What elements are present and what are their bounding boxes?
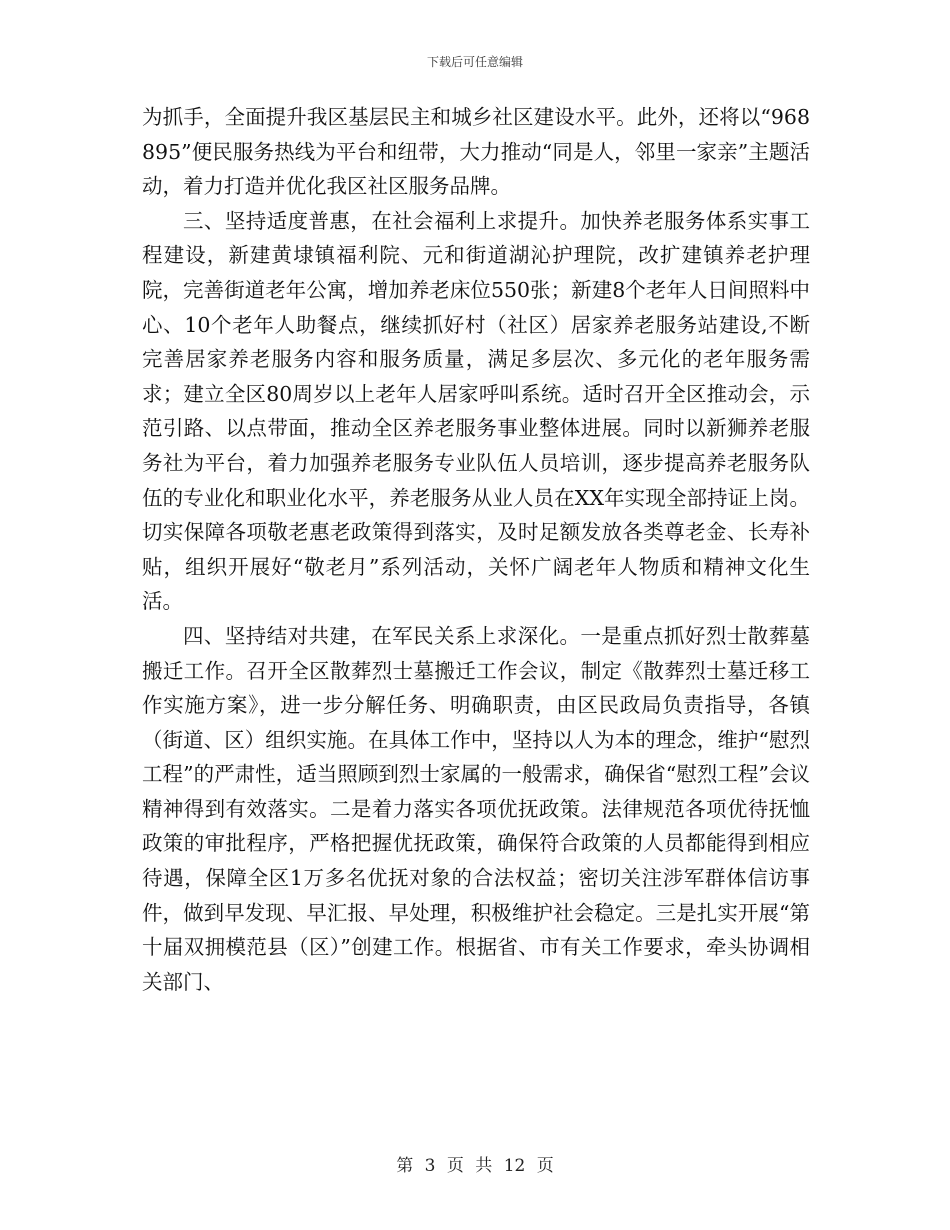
paragraph-continuation: 为抓手，全面提升我区基层民主和城乡社区建设水平。此外，还将以“968895”便民服务热线为平台和纽带，大力推动“同是人，邻里一家亲”主题活动，着力打造并优化我区社区服务品牌。 [142, 105, 810, 199]
paragraph-military-civilian: 四、坚持结对共建，在军民关系上求深化。一是重点抓好烈士散葬墓搬迁工作。召开全区散葬烈士墓搬迁工作会议，制定《散葬烈士墓迁移工作实施方案》，进一步分解任务、明确职责，由区民政局负责指导，各镇（街道、区）组织实施。在具体工作中，坚持以人为本的理念，维护“慰烈工程”的严肃性，适当照顾到烈士家属的一般需求，确保省“慰烈工程”会议精神得到有效落实。二是着力落实各项优抚政策。法律规范各项优待抚恤政策的审批程序，严格把握优抚政策，确保符合政策的人员都能得到相应待遇，保障全区1万多名优抚对象的合法权益；密切关注涉军群体信访事件，做到早发现、早汇报、早处理，积极维护社会稳定。三是扎实开展“第十届双拥模范县（区）”创建工作。根据省、市有关工作要求，牵头协调相关部门、 [142, 623, 810, 994]
page-number: 第 3 页 共 12 页 [396, 1156, 554, 1176]
page-header-note: 下载后可任意编辑 [426, 55, 523, 69]
paragraph-social-welfare: 三、坚持适度普惠，在社会福利上求提升。加快养老服务体系实事工程建设，新建黄埭镇福利院、元和街道湖沁护理院，改扩建镇养老护理院，完善街道老年公寓，增加养老床位550张；新建8个老年人日间照料中心、10个老年人助餐点，继续抓好村（社区）居家养老服务站建设,不断完善居家养老服务内容和服务质量，满足多层次、多元化的老年服务需求；建立全区80周岁以上老年人居家呼叫系统。适时召开全区推动会，示范引路、以点带面，推动全区养老服务事业整体进展。同时以新狮养老服务社为平台，着力加强养老服务专业队伍人员培训，逐步提高养老服务队伍的专业化和职业化水平，养老服务从业人员在XX年实现全部持证上岗。切实保障各项敬老惠老政策得到落实，及时足额发放各类尊老金、长寿补贴，组织开展好“敬老月”系列活动，关怀广阔老年人物质和精神文化生活。 [142, 208, 810, 614]
document-body [142, 100, 810, 999]
